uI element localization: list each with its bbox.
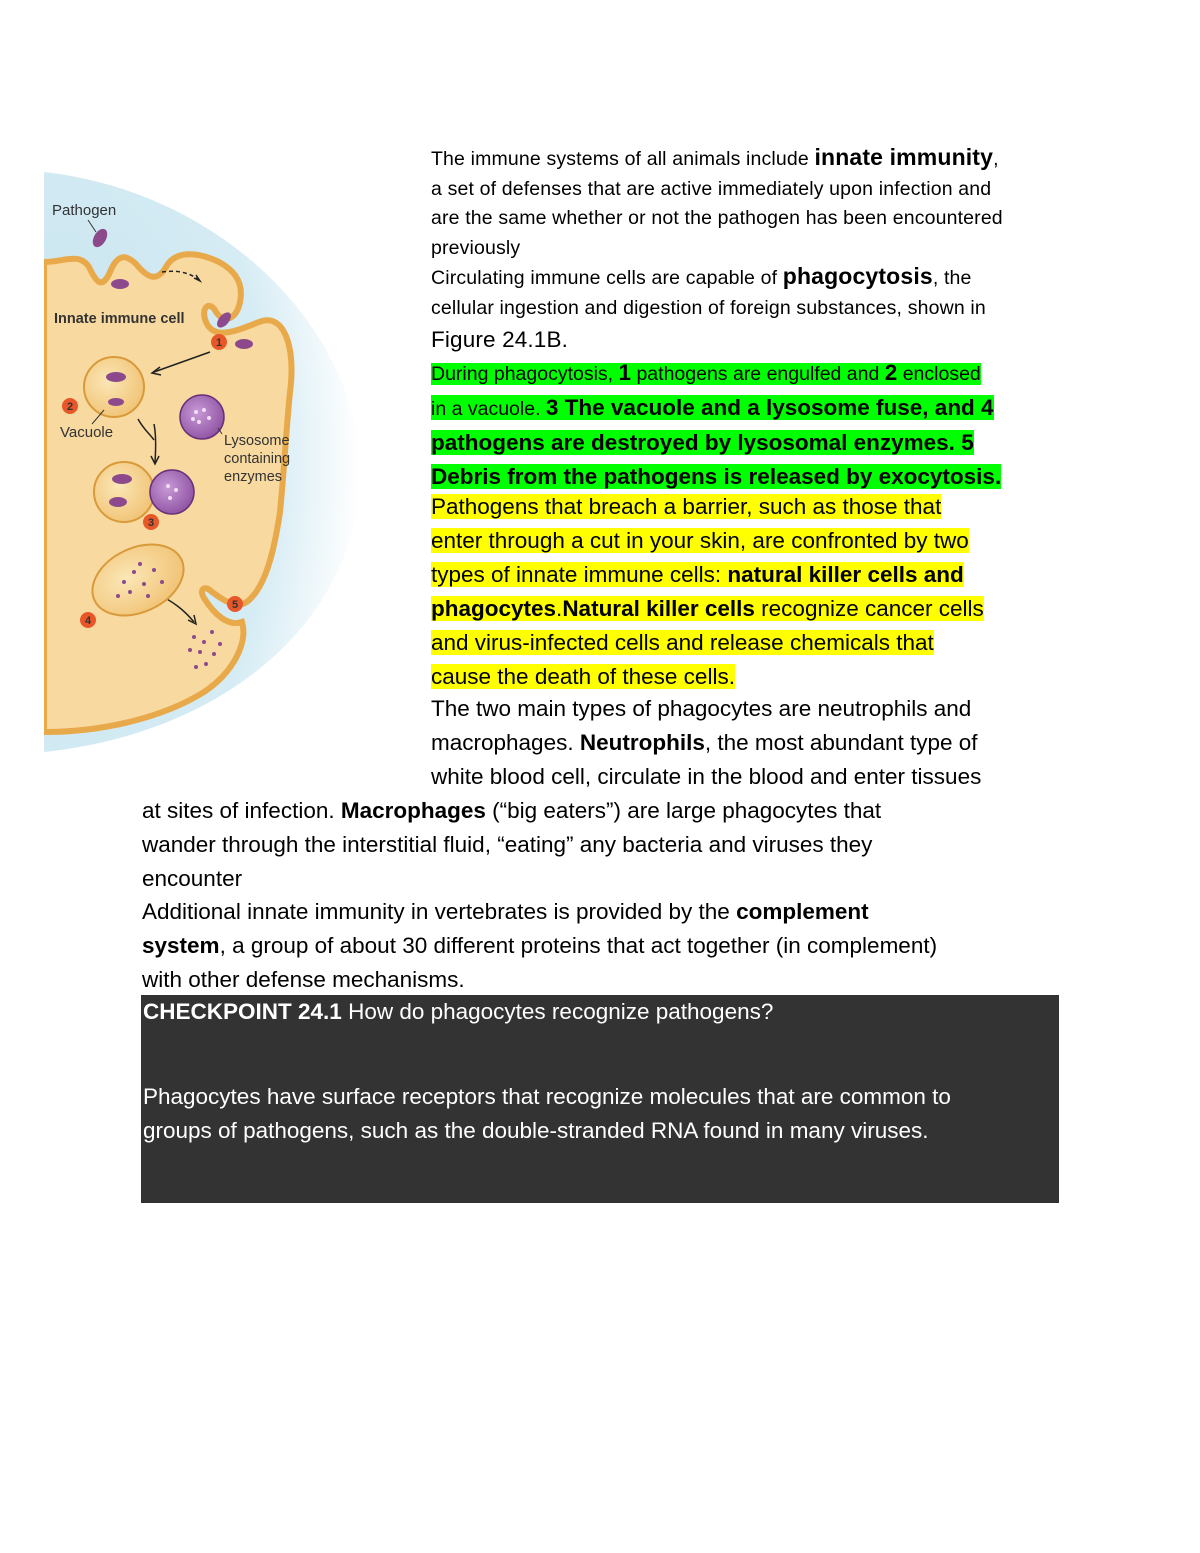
label-lysosome-2: containing: [224, 451, 291, 467]
paragraph-phagocyte-types-cont: [142, 794, 1072, 896]
text-line: are the same whether or not the pathogen has been encountered: [431, 207, 1003, 229]
yellow-highlight-block: [431, 490, 1071, 694]
text-line: [431, 524, 1071, 558]
svg-text:1: 1: [215, 337, 223, 349]
step-2-icon: [62, 398, 78, 414]
text-line: [431, 426, 1071, 460]
label-innate-cell: Innate immune cell: [54, 311, 185, 327]
text-line: white blood cell, circulate in the blood and enter tissues: [431, 764, 982, 789]
text-line: [431, 357, 1071, 390]
lysosome: [180, 395, 224, 439]
text-line: system, a group of about 30 different proteins that act together (in complement): [142, 933, 938, 958]
text-line: [431, 626, 1071, 660]
text-line: [431, 262, 1071, 294]
highlight: in a vacuole. 3 The vacuole and a lysosome fuse, and 4: [431, 395, 994, 420]
text-line: cellular ingestion and digestion of foreign substances, shown in: [431, 296, 986, 319]
highlight: and virus-infected cells and release chemicals that: [431, 630, 934, 655]
term-system: system: [142, 933, 220, 958]
highlight: phagocytes.Natural killer cells recognize cancer cells: [431, 596, 984, 621]
text-line: The two main types of phagocytes are neutrophils and: [431, 696, 972, 721]
text-line: encounter: [142, 866, 243, 891]
label-vacuole: Vacuole: [60, 424, 114, 441]
highlight: During phagocytosis, 1 pathogens are engulfed and 2 enclosed: [431, 360, 981, 385]
highlight: types of innate immune cells: natural killer cells and: [431, 562, 964, 587]
checkpoint-box: [141, 995, 1059, 1203]
text-line: [431, 558, 1071, 592]
text-line: a set of defenses that are active immediately upon infection and: [431, 177, 992, 200]
term-macrophages: Macrophages: [340, 798, 486, 823]
term-neutrophils: Neutrophils: [579, 730, 705, 755]
phagocytosis-diagram: [44, 172, 360, 752]
term-phagocytosis: phagocytosis: [782, 263, 933, 289]
vacuole: [84, 357, 144, 417]
highlight: Pathogens that breach a barrier, such as those that: [431, 494, 942, 519]
text-line: with other defense mechanisms.: [142, 967, 465, 992]
step-5-icon: [227, 596, 243, 612]
checkpoint-label: CHECKPOINT 24.1: [143, 999, 342, 1024]
label-pathogen: Pathogen: [52, 202, 117, 219]
text-line: [431, 391, 1071, 426]
text-line: wander through the interstitial fluid, “eating” any bacteria and viruses they: [142, 832, 873, 857]
text-span: , the: [932, 267, 972, 289]
step-4-icon: [80, 612, 96, 628]
svg-text:5: 5: [231, 599, 239, 611]
highlight: Debris from the pathogens is released by exocytosis.: [431, 464, 1002, 489]
paragraph-complement-system: [142, 895, 1072, 997]
text-span: .: [561, 327, 569, 352]
green-highlight-block: [431, 357, 1071, 494]
text-line: Additional innate immunity in vertebrates is provided by the complement: [142, 899, 869, 924]
paragraph-innate-immunity: [431, 143, 1071, 263]
text-line: groups of pathogens, such as the double-stranded RNA found in many viruses.: [143, 1118, 929, 1143]
term-innate-immunity: innate immunity: [814, 144, 994, 170]
text-span: The immune systems of all animals include: [431, 148, 815, 170]
text-line: previously: [431, 236, 521, 259]
text-line: at sites of infection. Macrophages (“big eaters”) are large phagocytes that: [142, 798, 882, 823]
text-line: Phagocytes have surface receptors that recognize molecules that are common to: [143, 1084, 951, 1109]
phagocytosis-figure: [44, 172, 360, 752]
text-line: [431, 490, 1071, 524]
fusing-vacuole: [94, 462, 194, 522]
text-line: [431, 592, 1071, 626]
text-line: [431, 143, 1071, 175]
checkpoint-question: CHECKPOINT 24.1 How do phagocytes recognize pathogens?: [143, 999, 774, 1024]
label-lysosome-3: enzymes: [224, 469, 283, 485]
svg-text:3: 3: [147, 517, 155, 529]
figure-reference: Figure 24.1B: [431, 327, 562, 352]
svg-text:4: 4: [84, 615, 92, 627]
highlight: pathogens are destroyed by lysosomal enzymes. 5: [431, 430, 974, 455]
label-lysosome: Lysosome: [224, 433, 290, 449]
text-line: macrophages. Neutrophils, the most abundant type of: [431, 730, 978, 755]
paragraph-phagocytosis: [431, 262, 1071, 357]
step-1-icon: [211, 334, 227, 350]
step-3-icon: [143, 514, 159, 530]
highlight: cause the death of these cells.: [431, 664, 735, 689]
text-line: [431, 323, 1071, 357]
checkpoint-answer: [143, 1080, 1057, 1148]
text-span: Circulating immune cells are capable of: [431, 267, 783, 289]
highlight: enter through a cut in your skin, are confronted by two: [431, 528, 969, 553]
svg-text:2: 2: [66, 401, 74, 413]
text-line: [431, 660, 1071, 694]
text-span: ,: [993, 148, 999, 170]
paragraph-phagocyte-types: [431, 692, 1071, 794]
text-line: [431, 460, 1071, 494]
term-complement: complement: [736, 899, 869, 924]
